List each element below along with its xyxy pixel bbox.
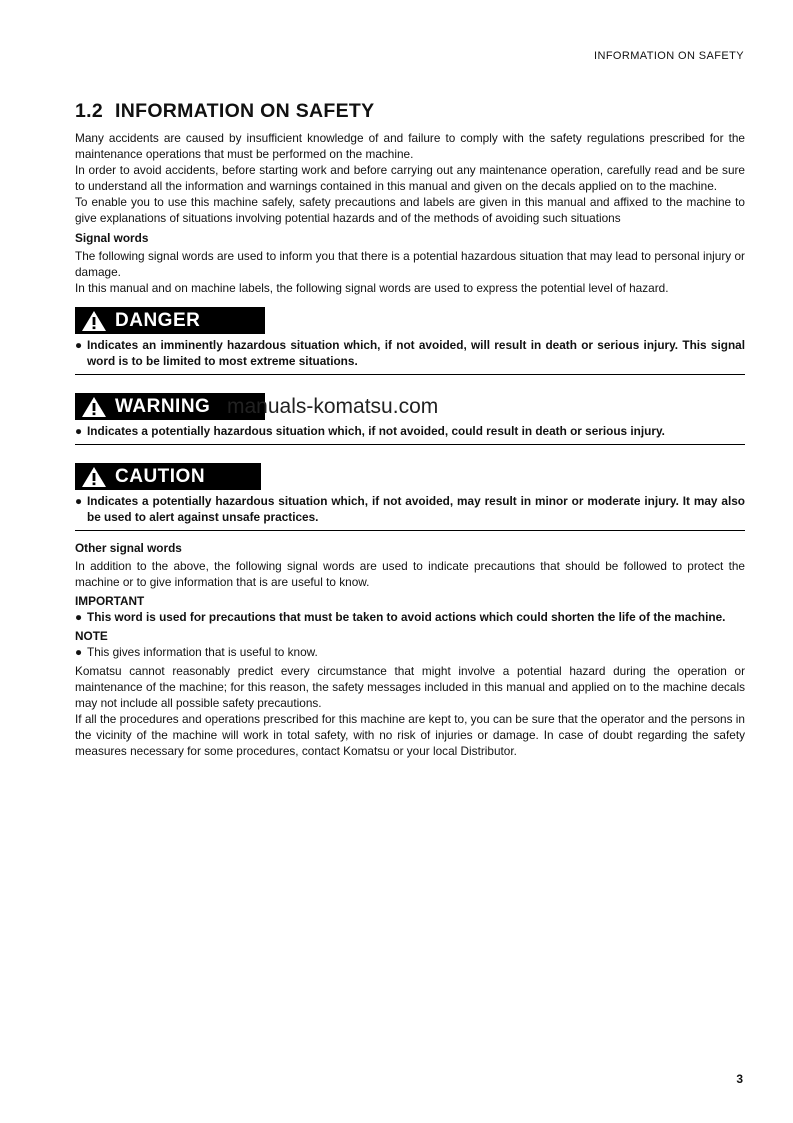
warning-divider (75, 444, 745, 445)
page-content (75, 100, 745, 759)
warning-triangle-icon (81, 466, 107, 488)
section-number: 1.2 (75, 100, 104, 122)
other-signal-words-paragraph-1: In addition to the above, the following signal words are used to indicate precautions that should be followed to protect the machine or to give information that is are useful to know. (75, 559, 745, 589)
caution-description (75, 490, 745, 530)
warning-description (75, 420, 745, 444)
warning-triangle-icon (81, 310, 107, 332)
warning-text: Indicates a potentially hazardous situation which, if not avoided, could result in death or serious injury. (87, 424, 665, 438)
note-text: This gives information that is useful to know. (87, 645, 318, 659)
danger-label: DANGER (115, 309, 201, 331)
intro-paragraph-3: To enable you to use this machine safely, safety precautions and labels are given in this manual and affixed to the machine to give explanations of situations involving potential hazards and of the methods of avoiding such situations (75, 195, 745, 225)
signal-words-paragraph-1: The following signal words are used to inform you that there is a potential hazardous situation that may lead to personal injury or damage. (75, 249, 745, 279)
danger-label-bar (75, 307, 265, 334)
section-title: INFORMATION ON SAFETY (115, 100, 375, 122)
caution-divider (75, 530, 745, 531)
bullet-icon: ● (75, 338, 83, 352)
watermark: manuals-komatsu.com (227, 395, 439, 418)
danger-block (75, 307, 745, 375)
caution-label: CAUTION (115, 465, 206, 487)
bullet-icon: ● (75, 424, 83, 438)
intro-paragraph-1: Many accidents are caused by insufficient knowledge of and failure to comply with the safety regulations prescribed for the maintenance operations that must be performed on the machine. (75, 131, 745, 161)
bullet-icon: ● (75, 645, 83, 659)
warning-triangle-icon (81, 396, 107, 418)
warning-label: WARNING (115, 395, 211, 417)
note-item (75, 644, 745, 660)
section-heading (75, 100, 745, 123)
caution-block (75, 463, 745, 531)
danger-description (75, 334, 745, 374)
important-item (75, 609, 745, 625)
caution-label-bar (75, 463, 261, 490)
important-label: IMPORTANT (75, 594, 145, 608)
danger-text: Indicates an imminently hazardous situation which, if not avoided, will result in death or serious injury. This signal word is to be limited to most extreme situations. (87, 338, 745, 368)
other-signal-words-heading: Other signal words (75, 541, 182, 555)
disclaimer-paragraph-2: If all the procedures and operations prescribed for this machine are kept to, you can be sure that the operator and the persons in the vicinity of the machine will work in total safety, with no risk of injuries or damage. In case of doubt regarding the safety measures necessary for some procedures, contact Komatsu or your local Distributor. (75, 712, 745, 758)
note-label: NOTE (75, 629, 108, 643)
signal-words-paragraph-2: In this manual and on machine labels, the following signal words are used to express the potential level of hazard. (75, 281, 669, 295)
danger-divider (75, 374, 745, 375)
signal-words-heading: Signal words (75, 231, 149, 245)
bullet-icon: ● (75, 610, 83, 624)
intro-paragraph-2: In order to avoid accidents, before starting work and before carrying out any maintenance operation, carefully read and be sure to understand all the information and warnings contained in this manual and given on the decals applied on to the machine. (75, 163, 745, 193)
important-text: This word is used for precautions that must be taken to avoid actions which could shorten the life of the machine. (87, 610, 726, 624)
page-number: 3 (736, 1072, 743, 1086)
caution-text: Indicates a potentially hazardous situation which, if not avoided, may result in minor or moderate injury. It may also be used to alert against unsafe practices. (87, 494, 745, 524)
running-header: INFORMATION ON SAFETY (594, 50, 744, 62)
bullet-icon: ● (75, 494, 83, 508)
disclaimer-paragraph-1: Komatsu cannot reasonably predict every circumstance that might involve a potential hazard during the operation or maintenance of the machine; for this reason, the safety messages included in this manual and applied on to the machine decals may not include all possible safety precautions. (75, 664, 745, 710)
